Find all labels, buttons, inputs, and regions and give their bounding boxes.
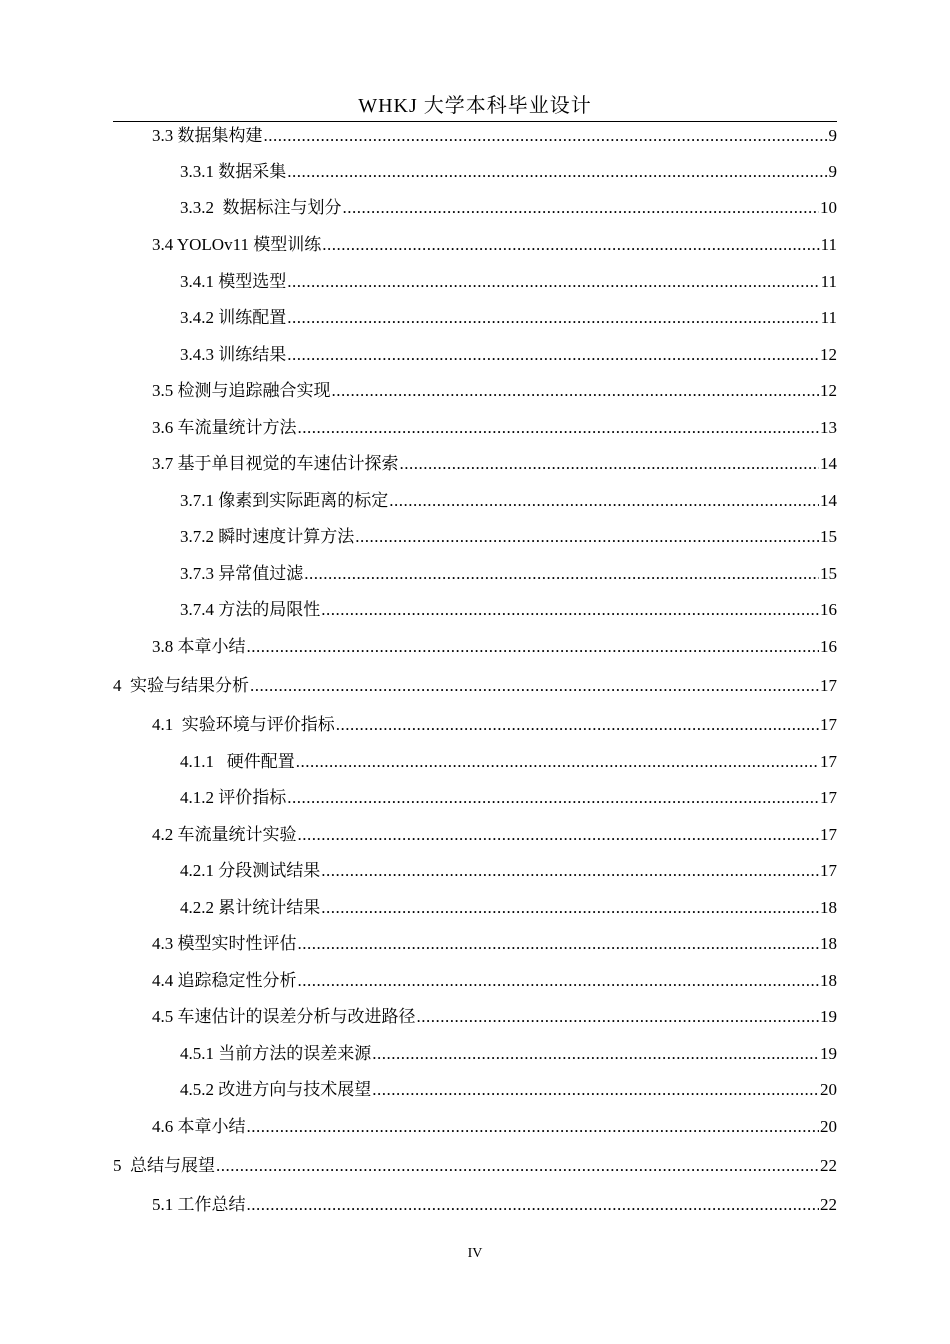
toc-entry-title: 3.4.2 训练配置 bbox=[180, 308, 287, 327]
toc-entry[interactable] bbox=[180, 859, 837, 883]
toc-entry-title: 3.3.1 数据采集 bbox=[180, 162, 287, 181]
toc-entry-page: 12 bbox=[820, 345, 837, 364]
dot-leader bbox=[322, 233, 819, 257]
toc-entry[interactable] bbox=[180, 750, 837, 774]
toc-entry-page: 17 bbox=[820, 825, 837, 844]
toc-entry-page: 10 bbox=[820, 198, 837, 217]
toc-entry-title: 4.5.1 当前方法的误差来源 bbox=[180, 1044, 372, 1063]
dot-leader bbox=[296, 750, 819, 774]
toc-entry-page: 18 bbox=[820, 934, 837, 953]
dot-leader bbox=[287, 270, 819, 294]
toc-entry[interactable] bbox=[152, 969, 837, 993]
toc-entry-title: 3.3.2 数据标注与划分 bbox=[180, 198, 342, 217]
dot-leader bbox=[298, 932, 820, 956]
toc-entry[interactable] bbox=[152, 379, 837, 403]
toc-entry-page: 14 bbox=[820, 491, 837, 510]
toc-entry-page: 22 bbox=[820, 1195, 837, 1214]
toc-entry-page: 15 bbox=[820, 527, 837, 546]
toc-entry[interactable] bbox=[152, 124, 837, 148]
toc-entry-title: 4.5.2 改进方向与技术展望 bbox=[180, 1080, 372, 1099]
toc-entry-title: 4.6 本章小结 bbox=[152, 1117, 246, 1136]
dot-leader bbox=[250, 674, 819, 698]
dot-leader bbox=[247, 1115, 820, 1139]
toc-entry-title: 3.7 基于单目视觉的车速估计探索 bbox=[152, 454, 399, 473]
page-number: IV bbox=[467, 1246, 483, 1261]
toc-entry-title: 4.4 追踪稳定性分析 bbox=[152, 971, 297, 990]
dot-leader bbox=[400, 452, 820, 476]
toc-entry[interactable] bbox=[180, 343, 837, 367]
dot-leader bbox=[287, 786, 819, 810]
toc-entry[interactable] bbox=[180, 598, 837, 622]
toc-entry-page: 9 bbox=[828, 162, 837, 181]
dot-leader bbox=[321, 598, 819, 622]
dot-leader bbox=[417, 1005, 820, 1029]
toc-entry[interactable] bbox=[152, 635, 837, 659]
toc-entry-title: 3.5 检测与追踪融合实现 bbox=[152, 381, 331, 400]
toc-entry[interactable] bbox=[113, 1154, 837, 1178]
dot-leader bbox=[287, 343, 819, 367]
dot-leader bbox=[247, 635, 820, 659]
toc-entry-title: 4.3 模型实时性评估 bbox=[152, 934, 297, 953]
toc-entry-page: 17 bbox=[820, 676, 837, 695]
toc-entry[interactable] bbox=[180, 1078, 837, 1102]
dot-leader bbox=[304, 562, 819, 586]
toc-entry[interactable] bbox=[180, 1042, 837, 1066]
dot-leader bbox=[336, 713, 819, 737]
toc-entry-page: 19 bbox=[820, 1007, 837, 1026]
toc-entry-page: 20 bbox=[820, 1117, 837, 1136]
dot-leader bbox=[298, 823, 820, 847]
toc-entry[interactable] bbox=[152, 1193, 837, 1217]
toc-entry-title: 3.7.1 像素到实际距离的标定 bbox=[180, 491, 389, 510]
toc-entry[interactable] bbox=[180, 306, 837, 330]
toc-entry[interactable] bbox=[180, 489, 837, 513]
toc-entry-title: 3.7.2 瞬时速度计算方法 bbox=[180, 527, 355, 546]
toc-entry-title: 4.1 实验环境与评价指标 bbox=[152, 715, 335, 734]
toc-entry-page: 22 bbox=[820, 1156, 837, 1175]
dot-leader bbox=[355, 525, 819, 549]
toc-entry[interactable] bbox=[180, 160, 837, 184]
toc-entry-page: 11 bbox=[820, 235, 837, 254]
toc-entry-title: 3.7.4 方法的局限性 bbox=[180, 600, 321, 619]
dot-leader bbox=[372, 1042, 819, 1066]
dot-leader bbox=[298, 969, 820, 993]
toc-entry-page: 18 bbox=[820, 898, 837, 917]
toc-entry-page: 16 bbox=[820, 600, 837, 619]
toc-entry-title: 4.1.2 评价指标 bbox=[180, 788, 287, 807]
toc-entry[interactable] bbox=[180, 270, 837, 294]
toc-entry-page: 17 bbox=[820, 861, 837, 880]
toc-entry-title: 5.1 工作总结 bbox=[152, 1195, 246, 1214]
toc-entry[interactable] bbox=[180, 896, 837, 920]
dot-leader bbox=[389, 489, 819, 513]
toc-entry-title: 4.2 车流量统计实验 bbox=[152, 825, 297, 844]
toc-entry[interactable] bbox=[180, 786, 837, 810]
toc-entry-page: 17 bbox=[820, 788, 837, 807]
toc-entry-title: 4.1.1 硬件配置 bbox=[180, 752, 295, 771]
dot-leader bbox=[321, 859, 819, 883]
toc-entry-page: 11 bbox=[820, 272, 837, 291]
toc-entry-title: 4.2.2 累计统计结果 bbox=[180, 898, 321, 917]
toc-entry[interactable] bbox=[152, 1005, 837, 1029]
toc-entry-page: 11 bbox=[820, 308, 837, 327]
toc-entry-title: 4.2.1 分段测试结果 bbox=[180, 861, 321, 880]
toc-entry-page: 17 bbox=[820, 715, 837, 734]
toc-entry-title: 4.5 车速估计的误差分析与改进路径 bbox=[152, 1007, 416, 1026]
toc-entry-title: 3.7.3 异常值过滤 bbox=[180, 564, 304, 583]
toc-entry-title: 3.4.1 模型选型 bbox=[180, 272, 287, 291]
toc-entry[interactable] bbox=[152, 233, 837, 257]
toc-entry[interactable] bbox=[180, 562, 837, 586]
dot-leader bbox=[332, 379, 820, 403]
toc-entry[interactable] bbox=[152, 823, 837, 847]
toc-entry-title: 3.4.3 训练结果 bbox=[180, 345, 287, 364]
toc-entry-title: 3.4 YOLOv11 模型训练 bbox=[152, 235, 322, 254]
toc-entry-page: 16 bbox=[820, 637, 837, 656]
header-title: WHKJ 大学本科毕业设计 bbox=[358, 95, 592, 117]
toc-entry[interactable] bbox=[113, 674, 837, 698]
toc-entry[interactable] bbox=[152, 713, 837, 737]
dot-leader bbox=[298, 416, 820, 440]
toc-entry[interactable] bbox=[180, 196, 837, 220]
dot-leader bbox=[287, 160, 827, 184]
toc-entry-title: 3.6 车流量统计方法 bbox=[152, 418, 297, 437]
dot-leader bbox=[216, 1154, 819, 1178]
toc-entry-title: 5 总结与展望 bbox=[113, 1156, 215, 1175]
dot-leader bbox=[264, 124, 828, 148]
toc-entry-page: 12 bbox=[820, 381, 837, 400]
toc-entry[interactable] bbox=[152, 452, 837, 476]
dot-leader bbox=[343, 196, 820, 220]
toc-entry-title: 3.3 数据集构建 bbox=[152, 126, 263, 145]
dot-leader bbox=[247, 1193, 820, 1217]
toc-entry-page: 13 bbox=[820, 418, 837, 437]
toc-entry-page: 9 bbox=[828, 126, 837, 145]
toc-entry-page: 14 bbox=[820, 454, 837, 473]
toc-entry[interactable] bbox=[152, 932, 837, 956]
toc-entry-page: 20 bbox=[820, 1080, 837, 1099]
toc-entry[interactable] bbox=[180, 525, 837, 549]
dot-leader bbox=[287, 306, 819, 330]
toc-entry[interactable] bbox=[152, 1115, 837, 1139]
toc-entry-page: 15 bbox=[820, 564, 837, 583]
toc-entry-title: 4 实验与结果分析 bbox=[113, 676, 249, 695]
toc-entry-page: 17 bbox=[820, 752, 837, 771]
toc-entry-page: 18 bbox=[820, 971, 837, 990]
dot-leader bbox=[372, 1078, 819, 1102]
toc-entry-page: 19 bbox=[820, 1044, 837, 1063]
dot-leader bbox=[321, 896, 819, 920]
toc-entry[interactable] bbox=[152, 416, 837, 440]
toc-entry-title: 3.8 本章小结 bbox=[152, 637, 246, 656]
